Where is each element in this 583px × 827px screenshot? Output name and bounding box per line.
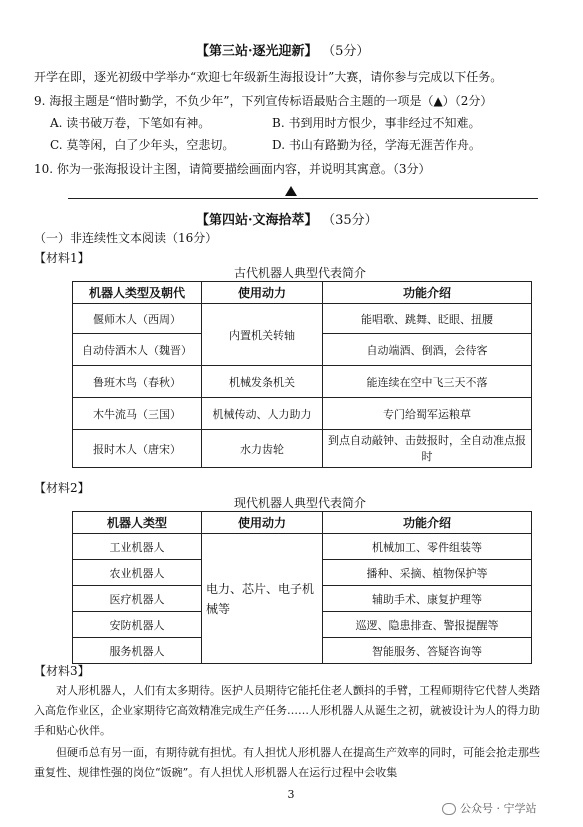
table-row [73,534,532,560]
station3-title: 【第三站·逐光迎新】 [196,44,318,59]
m2-row5-function: 智能服务、答疑咨询等 [323,638,532,664]
m2-header-type: 机器人类型 [73,512,202,534]
m1-row2-function: 自动端酒、倒酒，会待客 [323,334,532,366]
m2-row2-function: 播种、采摘、植物保护等 [323,560,532,586]
m1-header-function: 功能介绍 [323,282,532,304]
m1-row3-type: 鲁班木鸟（春秋） [73,366,202,398]
m1-header-power: 使用动力 [202,282,323,304]
station4-heading [196,209,378,228]
m2-header-power: 使用动力 [202,512,323,534]
m2-row3-type: 医疗机器人 [73,586,202,612]
m2-row5-type: 服务机器人 [73,638,202,664]
modern-robot-table [72,511,532,664]
m1-row1-type: 偃师木人（西周） [73,304,202,334]
m1-row5-function: 到点自动敲钟、击鼓报时，全自动准点报时 [323,430,532,468]
material1-caption: 古代机器人典型代表简介 [233,266,366,280]
q9-option-b: B. 书到用时方恨少，事非经过不知难。 [272,116,481,130]
material2-caption: 现代机器人典型代表简介 [233,496,366,510]
material1-label: 【材料1】 [34,251,90,265]
section-1-heading: （一）非连续性文本阅读（16分） [34,231,218,245]
q9-option-d: D. 书山有路勤为径，学海无涯苦作舟。 [272,138,481,152]
m1-row3-function: 能连续在空中飞三天不落 [323,366,532,398]
q9-option-a: A. 读书破万卷，下笔如有神。 [50,116,211,130]
station3-heading [196,40,369,59]
m2-row1-type: 工业机器人 [73,534,202,560]
m1-row5-type: 报时木人（唐宋） [73,430,202,468]
station4-score: （35分） [322,213,378,228]
wechat-icon [442,803,456,815]
table-row [73,430,532,468]
m1-row4-type: 木牛流马（三国） [73,398,202,430]
table-row [73,398,532,430]
question-9: 9. 海报主题是“惜时勤学，不负少年”，下列宣传标语最贴合主题的一项是（▲）（2分） [34,94,493,108]
m2-row3-function: 辅助手术、康复护理等 [323,586,532,612]
m1-row1-function: 能唱歌、跳舞、眨眼、扭腰 [323,304,532,334]
m2-shared-power: 电力、芯片、电子机械等 [202,534,323,664]
material2-label: 【材料2】 [34,481,90,495]
m1-row3-power: 机械发条机关 [202,366,323,398]
answer-triangle-icon [285,186,297,196]
m1-row4-power: 机械传动、人力助力 [202,398,323,430]
station3-intro: 开学在即，逐光初级中学举办“欢迎七年级新生海报设计”大赛，请你参与完成以下任务。 [34,70,503,84]
m1-shared-power: 内置机关转轴 [202,304,323,366]
m2-row2-type: 农业机器人 [73,560,202,586]
watermark [442,800,537,816]
material3-paragraph-1: 对人形机器人，人们有太多期待。医护人员期待它能托住老人颤抖的手臂，工程师期待它代替人类踏入高危作业区，企业家期待它高效精准完成生产任务……人形机器人从诞生之初，就被设计为人的得力助手和贴心伙伴。 [34,684,540,737]
question-10: 10. 你为一张海报设计主图，请简要描绘画面内容，并说明其寓意。（3分） [34,162,431,176]
m2-header-function: 功能介绍 [323,512,532,534]
material3-label: 【材料3】 [34,664,90,678]
ancient-robot-table [72,281,532,468]
material3-paragraph-2: 但硬币总有另一面，有期待就有担忧。有人担忧人形机器人在提高生产效率的同时，可能会抢走那些重复性、规律性强的岗位“饭碗”。有人担忧人形机器人在运行过程中会收集 [34,746,540,779]
table-row [73,304,532,334]
m2-row4-function: 巡逻、隐患排查、警报提醒等 [323,612,532,638]
answer-divider [68,198,538,199]
watermark-text: 公众号 · 宁学站 [460,802,537,815]
m1-header-type: 机器人类型及朝代 [73,282,202,304]
page-number: 3 [287,788,295,801]
m2-row4-type: 安防机器人 [73,612,202,638]
m1-row2-type: 自动侍酒木人（魏晋） [73,334,202,366]
station4-title: 【第四站·文海拾萃】 [196,213,318,228]
table-row [73,366,532,398]
q9-option-c: C. 莫等闲，白了少年头，空悲切。 [50,138,235,152]
m1-row4-function: 专门给蜀军运粮草 [323,398,532,430]
m2-row1-function: 机械加工、零件组装等 [323,534,532,560]
m1-row5-power: 水力齿轮 [202,430,323,468]
station3-score: （5分） [322,44,370,59]
